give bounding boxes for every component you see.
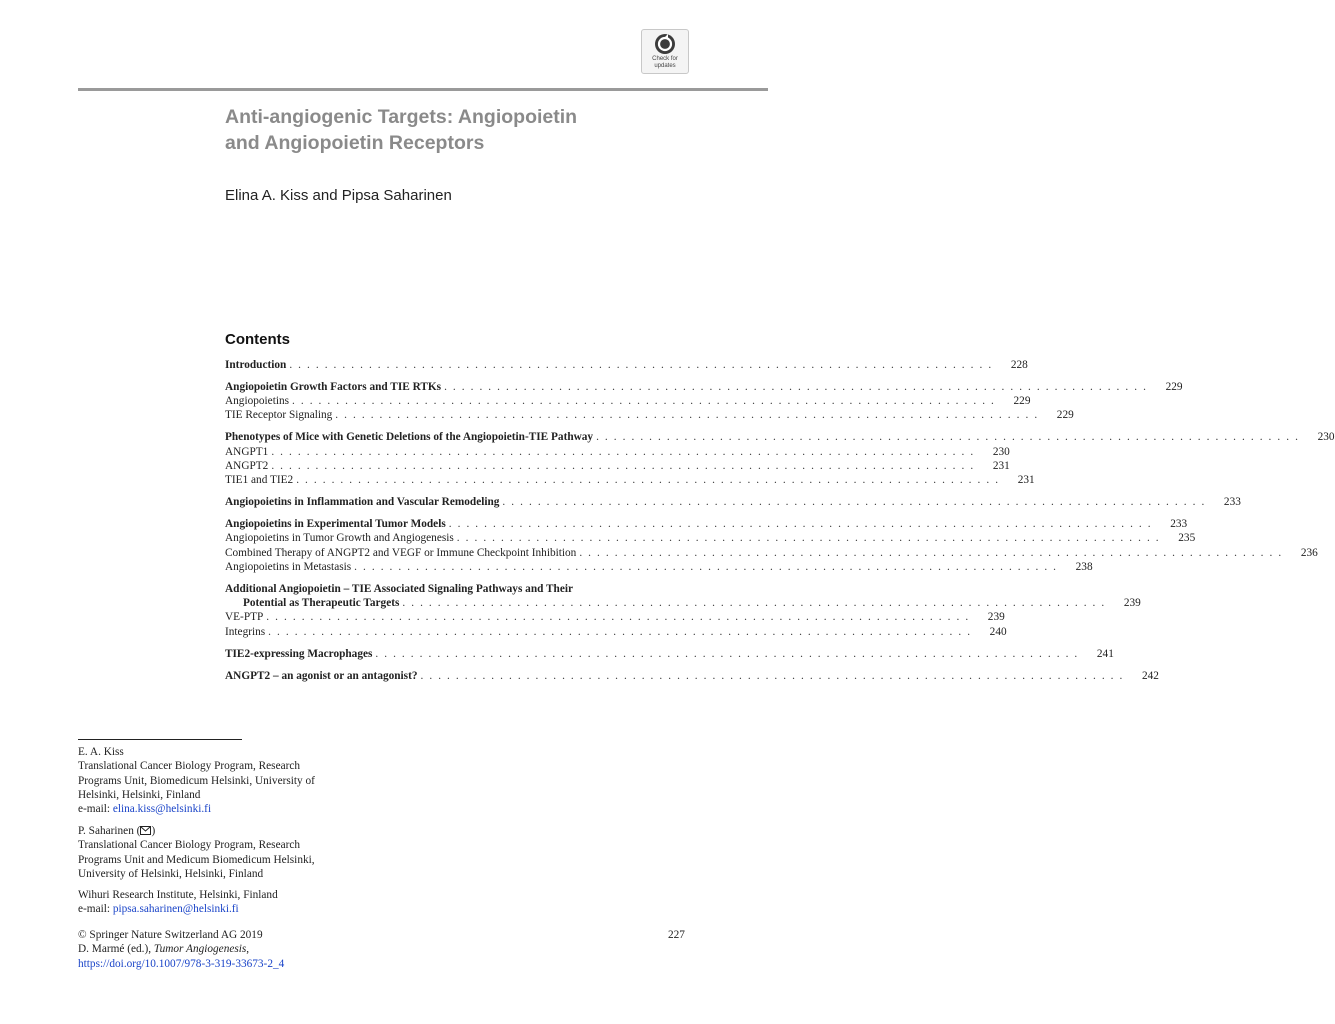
toc-entry[interactable] — [225, 669, 1159, 683]
check-for-updates-icon — [654, 33, 676, 55]
badge-label-line2: updates — [654, 63, 676, 69]
toc-entry-title: Introduction — [225, 359, 287, 371]
toc-entry-title: ANGPT1 — [225, 445, 269, 458]
toc-entry[interactable] — [225, 560, 1093, 574]
publication-footer — [78, 928, 284, 971]
affiliation-kiss — [78, 745, 315, 816]
footnote-rule — [78, 739, 242, 740]
affiliation-line: Translational Cancer Biology Program, Research — [78, 839, 301, 852]
toc-section — [225, 358, 1028, 372]
toc-entry[interactable] — [225, 445, 1010, 459]
toc-leader-dots: . . . . . . . . . . . . . . . . . . . . . . . . . . . . . . . . . . . . . . . . . . . . . . . . . . . . . . . . . . . . . . . . . . . . . . . . . . . . . . . . — [579, 546, 1283, 559]
toc-entry-title: VE-PTP — [225, 611, 264, 624]
toc-leader-dots: . . . . . . . . . . . . . . . . . . . . . . . . . . . . . . . . . . . . . . . . . . . . . . . . . . . . . . . . . . . . . . . . . . . . . . . . . . . . . . . . — [596, 431, 1300, 444]
email-label: e-mail: — [78, 903, 113, 916]
affiliation-line: Programs Unit and Medicum Biomedicum Helsinki, — [78, 853, 315, 866]
toc-leader-dots: . . . . . . . . . . . . . . . . . . . . . . . . . . . . . . . . . . . . . . . . . . . . . . . . . . . . . . . . . . . . . . . . . . . . . . . . . . . . . . . . — [268, 625, 972, 638]
toc-section — [225, 669, 1159, 683]
affiliation-wihuri — [78, 888, 278, 917]
toc-leader-dots: . . . . . . . . . . . . . . . . . . . . . . . . . . . . . . . . . . . . . . . . . . . . . . . . . . . . . . . . . . . . . . . . . . . . . . . . . . . . . . . . — [271, 445, 975, 458]
toc-entry-title: Integrins — [225, 625, 266, 638]
chapter-title-line1: Anti-angiogenic Targets: Angiopoietin — [225, 106, 578, 128]
toc-entry-title: Angiopoietins — [225, 395, 290, 408]
chapter-authors: Elina A. Kiss and Pipsa Saharinen — [225, 187, 452, 204]
toc-entry[interactable] — [225, 430, 1335, 444]
email-link-saharinen[interactable]: pipsa.saharinen@helsinki.fi — [112, 903, 239, 916]
email-link-kiss[interactable]: elina.kiss@helsinki.fi — [112, 803, 212, 816]
toc-entry[interactable] — [225, 358, 1028, 372]
toc-leader-dots: . . . . . . . . . . . . . . . . . . . . . . . . . . . . . . . . . . . . . . . . . . . . . . . . . . . . . . . . . . . . . . . . . . . . . . . . . . . . . . . . — [289, 359, 993, 371]
toc-page-number: 235 — [1178, 532, 1196, 545]
toc-entry-title: Angiopoietin Growth Factors and TIE RTKs — [225, 380, 442, 393]
toc-entry-title: Angiopoietins in Metastasis — [225, 560, 352, 573]
toc-entry[interactable] — [225, 531, 1196, 545]
toc-leader-dots: . . . . . . . . . . . . . . . . . . . . . . . . . . . . . . . . . . . . . . . . . . . . . . . . . . . . . . . . . . . . . . . . . . . . . . . . . . . . . . . . — [266, 611, 970, 624]
author-name: P. Saharinen ( ) — [78, 825, 156, 837]
affiliation-line: Wihuri Research Institute, Helsinki, Finland — [78, 889, 278, 901]
toc-section — [225, 430, 1335, 487]
toc-leader-dots: . . . . . . . . . . . . . . . . . . . . . . . . . . . . . . . . . . . . . . . . . . . . . . . . . . . . . . . . . . . . . . . . . . . . . . . . . . . . . . . . — [402, 597, 1106, 610]
toc-entry-title: Angiopoietins in Experimental Tumor Models — [225, 518, 446, 531]
doi-link[interactable]: https://doi.org/10.1007/978-3-319-33673-2_4 — [78, 957, 285, 970]
toc-leader-dots: . . . . . . . . . . . . . . . . . . . . . . . . . . . . . . . . . . . . . . . . . . . . . . . . . . . . . . . . . . . . . . . . . . . . . . . . . . . . . . . . — [448, 518, 1153, 531]
toc-page-number: 239 — [1123, 597, 1141, 610]
affiliation-line: University of Helsinki, Helsinki, Finland — [78, 867, 264, 880]
badge-label-line1: Check for — [652, 56, 678, 62]
toc-page-number: 236 — [1300, 546, 1318, 559]
toc-entry-title: TIE1 and TIE2 — [225, 474, 294, 487]
toc-page-number: 241 — [1096, 647, 1114, 660]
toc-page-number: 230 — [1317, 431, 1335, 444]
toc-entry-title: ANGPT2 – an agonist or an antagonist? — [225, 669, 418, 682]
toc-page-number: 238 — [1075, 560, 1093, 573]
toc-page-number: 230 — [992, 445, 1010, 458]
toc-page-number: 229 — [1056, 409, 1074, 422]
toc-page-number: 229 — [1013, 395, 1031, 408]
check-for-updates-badge[interactable] — [641, 29, 689, 74]
toc-entry-title: Angiopoietins in Tumor Growth and Angiogenesis — [225, 532, 454, 545]
toc-page-number: 228 — [1010, 359, 1028, 371]
toc-entry[interactable] — [225, 517, 1188, 531]
toc-entry-title[interactable]: Additional Angiopoietin – TIE Associated Signaling Pathways and Their — [225, 582, 573, 595]
toc-entry[interactable] — [225, 546, 1318, 560]
affiliation-line: Translational Cancer Biology Program, Research — [78, 760, 301, 773]
toc-entry[interactable] — [225, 380, 1183, 394]
toc-leader-dots: . . . . . . . . . . . . . . . . . . . . . . . . . . . . . . . . . . . . . . . . . . . . . . . . . . . . . . . . . . . . . . . . . . . . . . . . . . . . . . . . — [420, 669, 1124, 682]
toc-page-number: 233 — [1223, 496, 1241, 509]
affiliation-line: Helsinki, Helsinki, Finland — [78, 788, 201, 801]
toc-entry-title: TIE Receptor Signaling — [225, 409, 333, 422]
copyright: © Springer Nature Switzerland AG 2019 — [78, 929, 263, 941]
toc-entry[interactable] — [225, 459, 1010, 473]
toc-leader-dots: . . . . . . . . . . . . . . . . . . . . . . . . . . . . . . . . . . . . . . . . . . . . . . . . . . . . . . . . . . . . . . . . . . . . . . . . . . . . . . . . — [502, 496, 1206, 509]
toc-entry[interactable] — [225, 596, 1141, 610]
toc-leader-dots: . . . . . . . . . . . . . . . . . . . . . . . . . . . . . . . . . . . . . . . . . . . . . . . . . . . . . . . . . . . . . . . . . . . . . . . . . . . . . . . . — [444, 380, 1148, 393]
affiliation-saharinen — [78, 824, 315, 881]
toc-page-number: 239 — [987, 611, 1005, 624]
toc-page-number: 242 — [1142, 669, 1159, 682]
toc-page-number: 229 — [1165, 380, 1183, 393]
header-rule — [78, 88, 768, 91]
book-title: Tumor Angiogenesis — [153, 943, 247, 956]
toc-page-number: 240 — [989, 625, 1007, 638]
toc-section — [225, 495, 1241, 509]
toc-page-number: 231 — [992, 459, 1010, 472]
chapter-title-line2: and Angiopoietin Receptors — [225, 132, 485, 154]
toc-entry[interactable] — [225, 625, 1007, 639]
toc-entry[interactable] — [225, 610, 1005, 624]
toc-section — [225, 647, 1114, 661]
toc-section — [225, 517, 1318, 574]
affiliation-line: Programs Unit, Biomedicum Helsinki, University of — [78, 774, 315, 787]
toc-page-number: 231 — [1017, 474, 1035, 487]
toc-leader-dots: . . . . . . . . . . . . . . . . . . . . . . . . . . . . . . . . . . . . . . . . . . . . . . . . . . . . . . . . . . . . . . . . . . . . . . . . . . . . . . . . — [354, 560, 1058, 573]
editor-line: D. Marmé (ed.), Tumor Angiogenesis, — [78, 943, 250, 956]
toc-entry-title: Potential as Therapeutic Targets — [243, 597, 400, 610]
email-label: e-mail: — [78, 803, 113, 816]
toc-leader-dots: . . . . . . . . . . . . . . . . . . . . . . . . . . . . . . . . . . . . . . . . . . . . . . . . . . . . . . . . . . . . . . . . . . . . . . . . . . . . . . . . — [456, 532, 1161, 545]
toc-entry-title: TIE2-expressing Macrophages — [225, 647, 373, 660]
toc-section — [225, 582, 1141, 639]
toc-entry[interactable] — [225, 495, 1241, 509]
toc-entry[interactable] — [225, 408, 1074, 422]
toc-entry[interactable] — [225, 394, 1031, 408]
toc-section — [225, 380, 1183, 423]
toc-entry-title: Angiopoietins in Inflammation and Vascular Remodeling — [225, 496, 500, 509]
toc-leader-dots: . . . . . . . . . . . . . . . . . . . . . . . . . . . . . . . . . . . . . . . . . . . . . . . . . . . . . . . . . . . . . . . . . . . . . . . . . . . . . . . . — [271, 459, 975, 472]
toc-leader-dots: . . . . . . . . . . . . . . . . . . . . . . . . . . . . . . . . . . . . . . . . . . . . . . . . . . . . . . . . . . . . . . . . . . . . . . . . . . . . . . . . — [292, 395, 996, 408]
toc-entry-title: ANGPT2 — [225, 459, 269, 472]
toc-leader-dots: . . . . . . . . . . . . . . . . . . . . . . . . . . . . . . . . . . . . . . . . . . . . . . . . . . . . . . . . . . . . . . . . . . . . . . . . . . . . . . . . — [335, 409, 1039, 422]
email-line — [78, 802, 315, 816]
toc-leader-dots: . . . . . . . . . . . . . . . . . . . . . . . . . . . . . . . . . . . . . . . . . . . . . . . . . . . . . . . . . . . . . . . . . . . . . . . . . . . . . . . . — [375, 647, 1079, 660]
contents-heading: Contents — [225, 331, 290, 348]
toc-leader-dots: . . . . . . . . . . . . . . . . . . . . . . . . . . . . . . . . . . . . . . . . . . . . . . . . . . . . . . . . . . . . . . . . . . . . . . . . . . . . . . . . — [296, 474, 1000, 487]
envelope-icon — [140, 826, 151, 835]
chapter-title — [225, 104, 685, 156]
table-of-contents — [225, 358, 1335, 690]
page-number: 227 — [668, 929, 685, 941]
toc-entry-title: Combined Therapy of ANGPT2 and VEGF or Immune Checkpoint Inhibition — [225, 546, 577, 559]
email-line — [78, 902, 278, 916]
toc-entry[interactable] — [225, 647, 1114, 661]
toc-entry-title: Phenotypes of Mice with Genetic Deletions of the Angiopoietin-TIE Pathway — [225, 431, 594, 444]
author-name: E. A. Kiss — [78, 746, 124, 758]
toc-page-number: 233 — [1170, 518, 1188, 531]
toc-entry[interactable] — [225, 473, 1035, 487]
